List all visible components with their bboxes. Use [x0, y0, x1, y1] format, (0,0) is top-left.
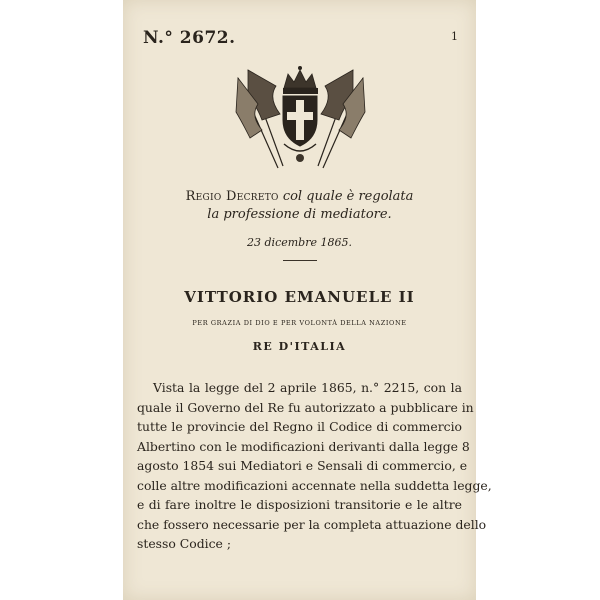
body-line: Vista la legge del 2 aprile 1865, n.° 2215, con la	[153, 380, 462, 395]
decree-number: N.° 2672.	[143, 28, 236, 48]
body-line: quale il Governo del Re fu autorizzato a pubblicare in	[137, 399, 474, 415]
divider	[283, 260, 317, 261]
savoy-coat-of-arms-icon	[228, 58, 373, 173]
title-line2: la professione di mediatore.	[207, 207, 392, 222]
title-regio-decreto: Regio Decreto	[185, 189, 279, 204]
king-realm: RE D'ITALIA	[252, 340, 347, 353]
body-line: che fossero necessarie per la completa attuazione dello	[137, 516, 487, 532]
decree-body	[137, 378, 492, 554]
body-line: Albertino con le modificazioni derivanti dalla legge 8	[137, 438, 470, 454]
body-line: colle altre modificazioni accennate nella suddetta legge,	[137, 477, 492, 493]
decree-date: 23 dicembre 1865.	[247, 236, 352, 249]
body-line: tutte le provincie del Regno il Codice di commercio	[137, 419, 462, 434]
king-name: VITTORIO EMANUELE II	[184, 288, 415, 306]
title-line1-rest: col quale è regolata	[278, 189, 414, 204]
body-line: e di fare inoltre le disposizioni transitorie e le altre	[137, 497, 462, 512]
page-mark: 1	[451, 30, 458, 43]
body-line: stesso Codice ;	[137, 536, 232, 551]
king-grace: PER GRAZIA DI DIO E PER VOLONTÀ DELLA NAZIONE	[192, 319, 407, 327]
document-page	[123, 0, 492, 600]
body-line: agosto 1854 sui Mediatori e Sensali di commercio, e	[137, 458, 468, 473]
decree-title	[123, 188, 476, 224]
